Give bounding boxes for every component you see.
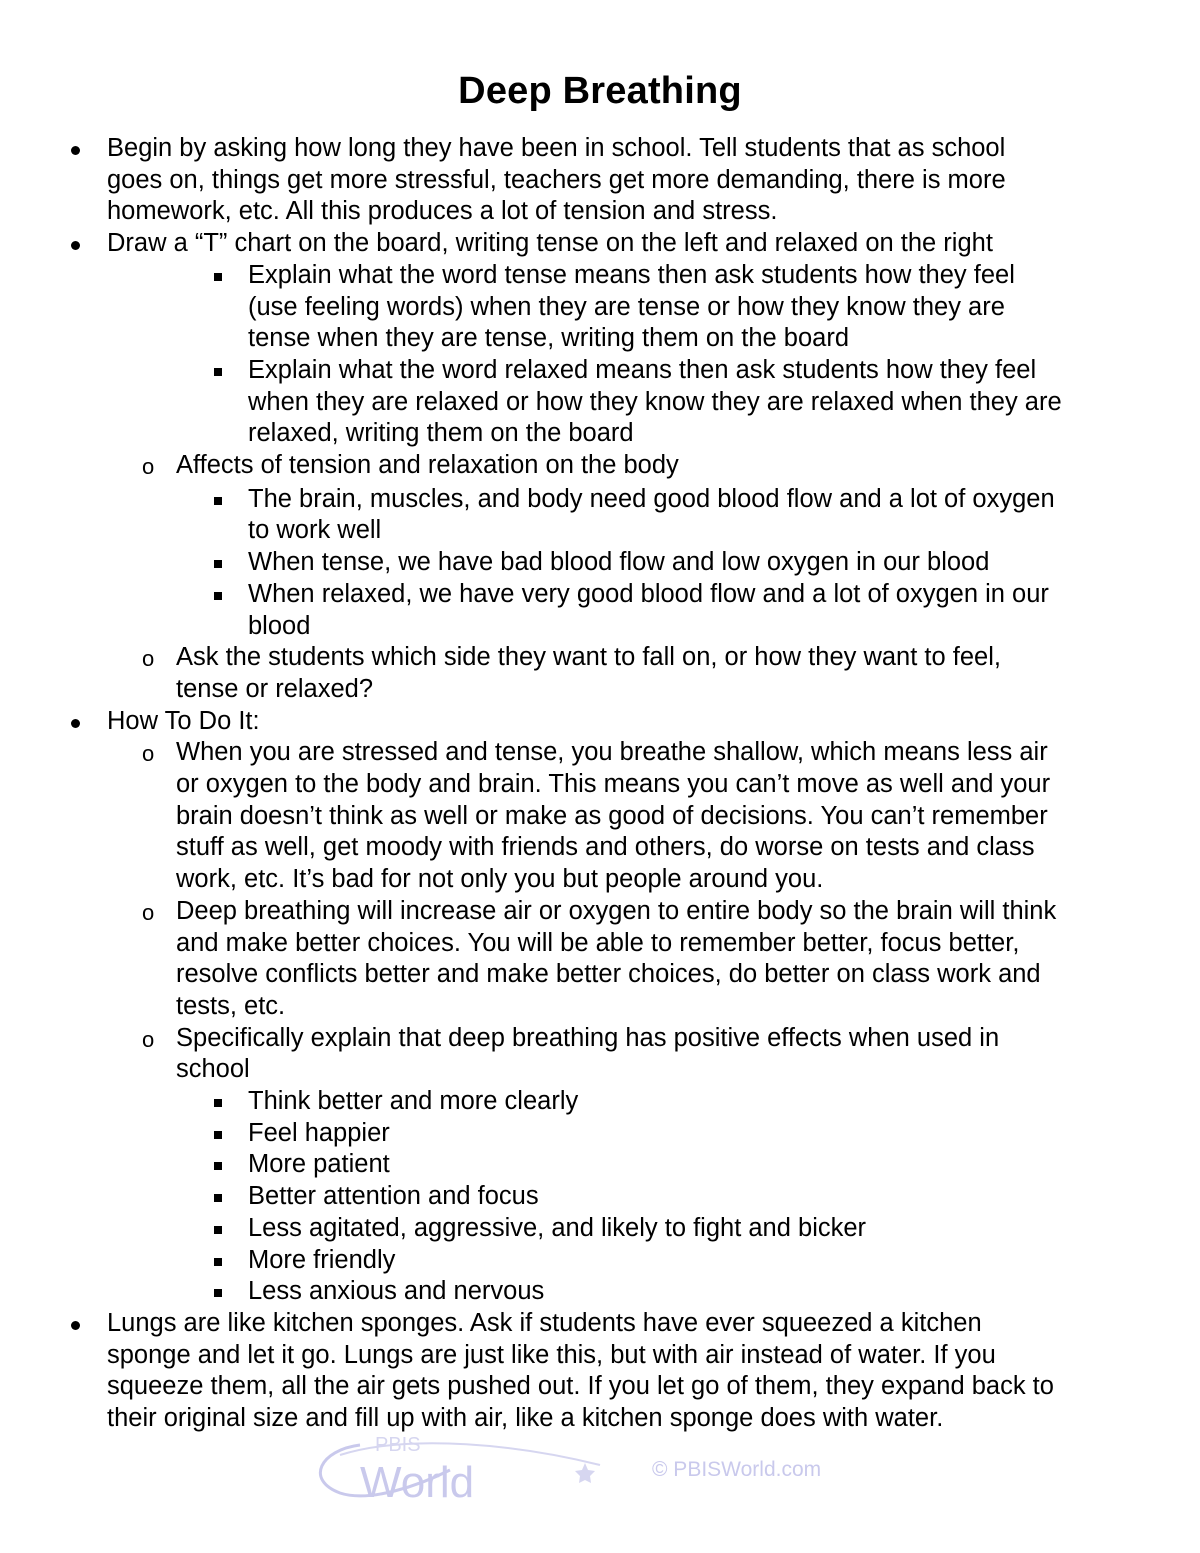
circle-bullet-icon: o — [142, 741, 155, 767]
effect-item: Less anxious and nervous — [248, 1277, 545, 1306]
affects-item-line: to work well — [248, 516, 382, 545]
bullet-icon — [71, 1321, 80, 1330]
howto-item-line: or oxygen to the body and brain. This means you can’t move as well and your — [176, 770, 1051, 798]
square-bullet-icon — [214, 273, 222, 281]
square-bullet-icon — [214, 1131, 222, 1139]
affects-item-line: When tense, we have bad blood flow and low oxygen in our blood — [248, 548, 990, 577]
tchart-item-line: Explain what the word relaxed means then ask students how they feel — [248, 355, 1037, 384]
square-bullet-icon — [214, 1226, 222, 1234]
square-bullet-icon — [214, 1289, 222, 1297]
intro-paragraph-line: Begin by asking how long they have been in school. Tell students that as school — [107, 134, 1006, 162]
sponge-paragraph-line: sponge and let it go. Lungs are just like this, but with air instead of water. If you — [107, 1340, 996, 1369]
square-bullet-icon — [214, 560, 222, 568]
effect-item: Less agitated, aggressive, and likely to fight and bicker — [248, 1213, 867, 1242]
intro-paragraph-line: homework, etc. All this produces a lot of tension and stress. — [107, 197, 778, 226]
square-bullet-icon — [214, 497, 222, 505]
howto-item-line: Deep breathing will increase air or oxygen to entire body so the brain will think — [176, 896, 1057, 925]
effect-item: Better attention and focus — [248, 1182, 539, 1211]
tchart-item-line: Explain what the word tense means then ask students how they feel — [248, 260, 1015, 289]
effect-item: More patient — [248, 1150, 390, 1179]
pbisworld-logo-watermark — [300, 1425, 640, 1505]
circle-bullet-icon: o — [142, 899, 155, 925]
affects-item-line: The brain, muscles, and body need good blood flow and a lot of oxygen — [248, 484, 1055, 513]
howto-item-line: school — [176, 1055, 250, 1084]
circle-bullet-icon: o — [142, 454, 155, 479]
howto-item-line: When you are stressed and tense, you breathe shallow, which means less air — [176, 738, 1048, 767]
copyright-watermark: © PBISWorld.com — [652, 1458, 822, 1481]
star-icon — [575, 1463, 595, 1483]
tchart-paragraph-line: Draw a “T” chart on the board, writing tense on the left and relaxed on the right — [107, 229, 993, 258]
effect-item: Feel happier — [248, 1118, 390, 1147]
howto-item-line: tests, etc. — [176, 991, 286, 1020]
square-bullet-icon — [214, 1162, 222, 1170]
howto-item-line: stuff as well, get moody with friends and others, do worse on tests and class — [176, 833, 1035, 862]
logo-world-text: World — [360, 1458, 475, 1505]
howto-item-line: resolve conflicts better and make better choices, do better on class work and — [176, 960, 1041, 989]
howto-item-line: Specifically explain that deep breathing has positive effects when used in — [176, 1023, 1000, 1052]
tchart-item-line: (use feeling words) when they are tense or how they know they are — [248, 292, 1005, 321]
tchart-item-line: relaxed, writing them on the board — [248, 419, 634, 448]
tchart-item-line: when they are relaxed or how they know they are relaxed when they are — [248, 387, 1062, 416]
tchart-item-line: tense when they are tense, writing them on the board — [248, 324, 850, 353]
square-bullet-icon — [214, 1194, 222, 1202]
ask-side-paragraph-line: Ask the students which side they want to fall on, or how they want to feel, — [176, 643, 1001, 672]
howto-heading-line: How To Do It: — [107, 706, 260, 735]
sponge-paragraph-line: Lungs are like kitchen sponges. Ask if students have ever squeezed a kitchen — [107, 1308, 982, 1337]
circle-bullet-icon: o — [142, 646, 155, 672]
sponge-paragraph-line: squeeze them, all the air gets pushed out. If you let go of them, they expand back to — [107, 1372, 1054, 1401]
bullet-icon — [71, 146, 80, 155]
page-title: Deep Breathing — [458, 70, 742, 112]
effect-item: More friendly — [248, 1245, 396, 1274]
ask-side-paragraph-line: tense or relaxed? — [176, 674, 374, 703]
bullet-icon — [71, 719, 80, 728]
affects-item-line: blood — [248, 611, 311, 640]
affects-item-line: When relaxed, we have very good blood flow and a lot of oxygen in our — [248, 579, 1049, 608]
circle-bullet-icon: o — [142, 1026, 155, 1052]
bullet-icon — [71, 241, 80, 250]
intro-paragraph-line: goes on, things get more stressful, teachers get more demanding, there is more — [107, 165, 1006, 194]
square-bullet-icon — [214, 368, 222, 376]
logo-pbis-text: PBIS — [375, 1434, 421, 1456]
square-bullet-icon — [214, 1258, 222, 1266]
square-bullet-icon — [214, 592, 222, 600]
sponge-paragraph-line: their original size and fill up with air, like a kitchen sponge does with water. — [107, 1404, 944, 1432]
effect-item: Think better and more clearly — [248, 1087, 579, 1115]
howto-item-line: and make better choices. You will be able to remember better, focus better, — [176, 928, 1020, 957]
howto-item-line: work, etc. It’s bad for not only you but people around you. — [176, 865, 824, 894]
howto-item-line: brain doesn’t think as well or make as good of decisions. You can’t remember — [176, 801, 1048, 830]
square-bullet-icon — [214, 1099, 222, 1107]
affects-heading: Affects of tension and relaxation on the body — [176, 451, 679, 479]
